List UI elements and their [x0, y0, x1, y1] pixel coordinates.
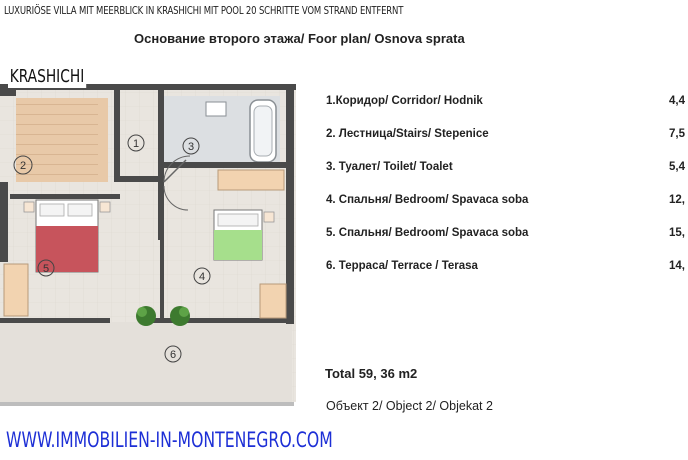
room-area: 7,5	[669, 128, 685, 140]
room-area: 12,	[669, 194, 685, 206]
room-area: 4,4	[669, 95, 685, 107]
room-number: 4	[198, 271, 206, 283]
room-name: 3. Туалет/ Toilet/ Toalet	[326, 161, 453, 173]
listing-banner: LUXURIÖSE VILLA MIT MEERBLICK IN KRASHICHI MIT POOL 20 SCHRITTE VOM STRAND ENTFERNT	[4, 4, 404, 17]
floor-plan	[0, 64, 300, 410]
object-label: Объект 2/ Object 2/ Objekat 2	[326, 399, 493, 413]
total-area: Total 59, 36 m2	[325, 366, 418, 381]
room-number: 6	[169, 349, 177, 361]
location-label: KRASHICHI	[9, 66, 85, 87]
page-heading: Основание второго этажа/ Foor plan/ Osnova sprata	[134, 31, 465, 46]
website-link[interactable]: WWW.IMMOBILIEN-IN-MONTENEGRO.COM	[6, 428, 333, 452]
room-number: 1	[132, 138, 140, 150]
room-area: 5,4	[669, 161, 685, 173]
legend-row-4	[326, 194, 688, 212]
room-name: 5. Спальня/ Bedroom/ Spavaca soba	[326, 227, 529, 239]
room-area: 14,	[669, 260, 685, 272]
legend-row-3	[326, 161, 688, 179]
room-name: 1.Коридор/ Corridor/ Hodnik	[326, 95, 483, 107]
room-area: 15,	[669, 227, 685, 239]
room-name: 4. Спальня/ Bedroom/ Spavaca soba	[326, 194, 529, 206]
legend-row-5	[326, 227, 688, 245]
room-number: 2	[19, 160, 27, 172]
legend-row-6	[326, 260, 688, 278]
room-name: 6. Терраса/ Terrace / Terasa	[326, 260, 478, 272]
legend-row-2	[326, 128, 688, 146]
room-number: 5	[42, 263, 50, 275]
room-number: 3	[187, 141, 195, 153]
room-name: 2. Лестница/Stairs/ Stepenice	[326, 128, 489, 140]
stairs	[16, 98, 98, 182]
legend-row-1	[326, 95, 688, 113]
bed-room-5	[24, 200, 110, 272]
